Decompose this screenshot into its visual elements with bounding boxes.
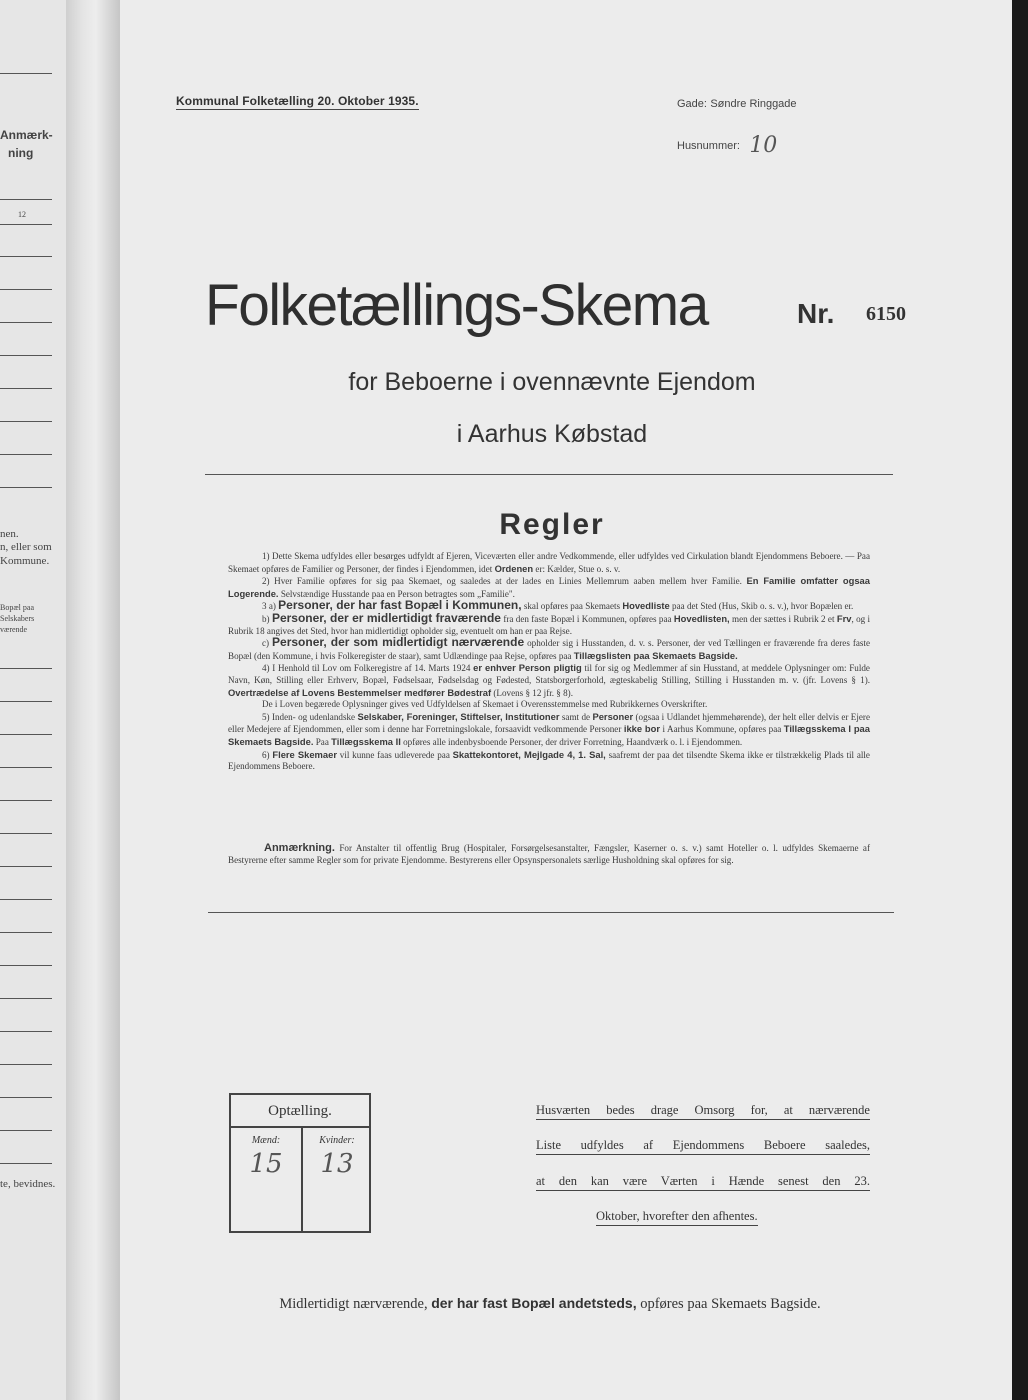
left-page-rule (0, 734, 52, 735)
left-page-rule (0, 1130, 52, 1131)
form-title: Folketællings-Skema (205, 273, 708, 338)
left-page-rule (0, 1031, 52, 1032)
form-number-label: Nr. (797, 298, 835, 329)
rule-4-note: De i Loven begærede Oplysninger gives ved Udfyldelsen af Skemaet i Overensstemmelse med Rubrikkernes Overskrifter. (262, 699, 708, 710)
house-number-label: Husnummer: (677, 140, 740, 152)
form-subtitle-1: for Beboerne i ovennævnte Ejendom (348, 368, 756, 396)
footer-note (205, 1295, 895, 1313)
men-label: Mænd: (251, 1135, 281, 1146)
form-number-value: 6150 (866, 303, 906, 325)
left-page-rule (0, 1097, 52, 1098)
census-header-title: Kommunal Folketælling 20. Oktober 1935. (176, 94, 419, 108)
left-page-text: nen. (0, 528, 19, 540)
notice-line-1: Husværten bedes drage Omsorg for, at nærværende (536, 1103, 870, 1120)
count-box-title: Optælling. (268, 1103, 332, 1119)
notice-line-4: Oktober, hvorefter den afhentes. (596, 1209, 758, 1226)
left-page-rule (0, 322, 52, 323)
left-page-rule (0, 833, 52, 834)
left-page-text: te, bevidnes. (0, 1178, 56, 1190)
left-page-rule (0, 421, 52, 422)
form-subtitle-2: i Aarhus Købstad (456, 420, 648, 448)
book-gutter (66, 0, 120, 1400)
left-page-rule (0, 1163, 52, 1164)
street-label: Gade: (677, 98, 707, 110)
left-page-rule (0, 73, 52, 74)
rules-text (228, 551, 870, 773)
footer-part-1: Midlertidigt nærværende, (279, 1296, 428, 1312)
rule-5: 5) Inden- og udenlandske Selskaber, Foreninger, Stiftelser, Institutioner samt de Personer (ogsaa i Udlandet hjemmehørende), der helt eller delvis er Ejere eller Medejere af Ejendommen, eller som i denne har Forretningslokale, forsaavidt vedkommende Personer ikke bor i Aarhus Kommune, opføres paa Tillægsskema I paa Skemaets Bagside. Paa Tillægsskema II opføres alle indenbysboende Personer, der driver Forretning, Haandværk o. l. i Ejendommen. (228, 710, 870, 747)
rule-3b: b) Personer, der er midlertidigt fraværende fra den faste Bopæl i Kommunen, opføres paa Hovedlisten, men der sættes i Rubrik 2 et Frv, og i Rubrik 18 angives det Sted, hvor han midlertidigt opholder sig, eventuelt om han er paa Rejse. (228, 610, 871, 636)
street-field (677, 96, 797, 110)
left-page-rule (0, 965, 52, 966)
rule-1: 1) Dette Skema udfyldes eller besørges udfyldt af Ejeren, Viceværten eller andre Vedkommende, eller udfyldes ved Cirkulation blandt Ejendommens Beboere. — Paa Skemaet opføres de Familier og Personer, der findes i Ejendommen, idet Ordenen er: Kælder, Stue o. s. v. (228, 551, 870, 574)
remark-label: Anmærkning. (264, 842, 335, 854)
left-page-rule (0, 487, 52, 488)
left-page-rule (0, 224, 52, 225)
rules-heading: Regler (499, 508, 605, 541)
left-page-text: værende (0, 625, 28, 634)
left-page-rule (0, 1064, 52, 1065)
left-page-ning: ning (8, 146, 34, 160)
count-box (229, 1093, 371, 1233)
women-count: 13 (320, 1149, 354, 1179)
count-box-divider (231, 1126, 369, 1128)
divider-rule (205, 474, 893, 475)
remark-text: For Anstalter til offentlig Brug (Hospitaler, Forsørgelsesanstalter, Fængsler, Kaserner o. s. v.) samt Hoteller o. l. udfyldes Skemaerne af Bestyrerne efter samme Regler som for private Ejendomme. Bestyrerens eller Opsynspersonalets særlige Husholdning skal opføres for sig. (228, 843, 870, 865)
remark-paragraph (228, 843, 870, 866)
street-value: Søndre Ringgade (710, 98, 797, 110)
left-page-rule (0, 932, 52, 933)
left-page-rule (0, 701, 52, 702)
women-label: Kvinder: (319, 1135, 355, 1146)
house-number-value: 10 (749, 133, 778, 158)
left-page-rule (0, 800, 52, 801)
left-page-anmaerk: Anmærk- (0, 128, 53, 142)
left-page-text: n, eller som (0, 541, 52, 553)
left-page-fragment (0, 0, 66, 1400)
divider-rule (208, 912, 894, 913)
left-page-text: Selskabers (0, 614, 35, 623)
left-page-rule (0, 668, 52, 669)
rule-2: 2) Hver Familie opføres for sig paa Skemaet, og saaledes at der lades en Linies Mellemrum aaben mellem hver Familie. En Familie omfatter ogsaa Logerende. Selvstændige Husstande paa en Person betragtes som „Familie". (228, 575, 870, 599)
notice-line-2: Liste udfyldes af Ejendommens Beboere saaledes, (536, 1138, 870, 1155)
rule-3c: c) Personer, der som midlertidigt nærværende opholder sig i Husstanden, d. v. s. Personer, der ved Tællingen er fraværende fra deres faste Bopæl (den Kommune, i hvis Folkeregister de staar), samt Udlændinge paa Rejse, opføres paa Tillægslisten paa Skemaets Bagside. (228, 635, 870, 661)
left-page-text: Kommune. (0, 555, 50, 567)
left-page-rule (0, 767, 52, 768)
men-count: 15 (249, 1149, 283, 1179)
footer-part-2: der har fast Bopæl andetsteds, (431, 1295, 637, 1311)
left-page-rule (0, 256, 52, 257)
left-page-rule (0, 866, 52, 867)
house-number-field (677, 130, 778, 158)
left-page-col-number: 12 (18, 210, 26, 219)
rule-4: 4) I Henhold til Lov om Folkeregistre af 14. Marts 1924 er enhver Person pligtig til for sig og Medlemmer af sin Husstand, at meddele Oplysninger om: Fulde Navn, Køn, Stilling eller Erhverv, Bopæl, Fødselsaar, Fødselsdag og Fødested, Statsborgerforhold, ægteskabelig Stilling, Stilling i Husstanden m. v. (jfr. Lovens § 1). Overtrædelse af Lovens Bestemmelser medfører Bødestraf (Lovens § 12 jfr. § 8). (228, 662, 870, 698)
left-page-rule (0, 355, 52, 356)
rule-3a: 3 a) Personer, der har fast Bopæl i Kommunen, skal opføres paa Skemaets Hovedliste paa det Sted (Hus, Skib o. s. v.), hvor Bopælen er. (262, 598, 854, 613)
left-page-rule (0, 199, 52, 200)
footer-part-3: opføres paa Skemaets Bagside. (640, 1296, 821, 1312)
notice-line-3: at den kan være Værten i Hænde senest den 23. (536, 1174, 870, 1191)
left-page-rule (0, 998, 52, 999)
left-page-rule (0, 454, 52, 455)
left-page-text: Bopæl paa (0, 603, 34, 612)
left-page-rule (0, 289, 52, 290)
left-page-rule (0, 899, 52, 900)
rule-6: 6) Flere Skemaer vil kunne faas udleverede paa Skattekontoret, Mejlgade 4, 1. Sal, saafremt der paa det tilsendte Skema ikke er tilstrækkelig Plads til alle Ejendommens Beboere. (228, 748, 870, 772)
left-page-rule (0, 388, 52, 389)
